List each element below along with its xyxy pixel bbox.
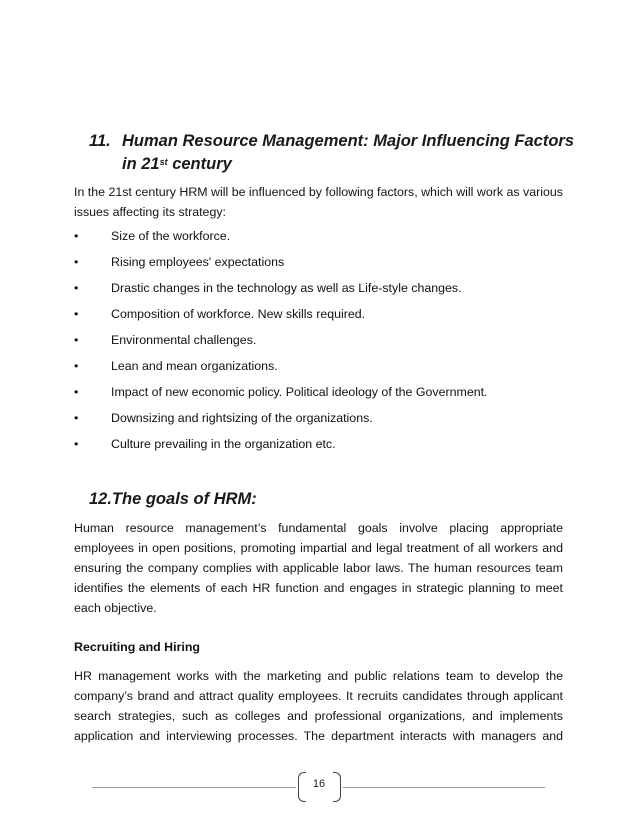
list-item: • Culture prevailing in the organization etc. xyxy=(74,434,563,460)
bullet-icon: • xyxy=(74,229,79,243)
list-item: • Drastic changes in the technology as well as Life-style changes. xyxy=(74,278,563,304)
bullet-icon: • xyxy=(74,385,79,399)
bullet-icon: • xyxy=(74,411,79,425)
bullet-icon: • xyxy=(74,281,79,295)
bullet-icon: • xyxy=(74,437,79,451)
influencing-factors-list xyxy=(74,226,563,460)
section-11-title-line1: Human Resource Management: Major Influencing Factors xyxy=(122,132,574,150)
bullet-icon: • xyxy=(74,359,79,373)
list-item: • Lean and mean organizations. xyxy=(74,356,563,382)
footer-divider-right xyxy=(343,787,545,788)
ordinal-superscript: st xyxy=(159,157,168,167)
section-12-heading: 12.The goals of HRM: xyxy=(89,490,257,508)
section-11-title-line2: in 21st century xyxy=(122,155,232,173)
bullet-icon: • xyxy=(74,333,79,347)
list-item: • Environmental challenges. xyxy=(74,330,563,356)
footer-divider-left xyxy=(92,787,296,788)
right-bracket-icon xyxy=(333,772,341,802)
recruiting-paragraph: HR management works with the marketing and public relations team to develop the company’s brand and attract quality employees. It recruits candidates through applicant search strategies, such as colleges and professional organizations, and implements application and interviewing processes. The department interacts with managers and xyxy=(74,669,563,743)
list-item: • Downsizing and rightsizing of the organizations. xyxy=(74,408,563,434)
bullet-icon: • xyxy=(74,255,79,269)
section-11-number: 11. xyxy=(89,132,111,150)
list-item: • Rising employees' expectations xyxy=(74,252,563,278)
recruiting-heading: Recruiting and Hiring xyxy=(74,640,200,654)
page-number: 16 xyxy=(312,778,326,790)
list-item: • Composition of workforce. New skills required. xyxy=(74,304,563,330)
section-12-paragraph: Human resource management’s fundamental goals involve placing appropriate employees in open positions, promoting impartial and legal treatment of all workers and ensuring the company complies with applicable labor laws. The human resources team identifies the elements of each HR function and engages in strategic planning to meet each objective. xyxy=(74,521,563,615)
bullet-icon: • xyxy=(74,307,79,321)
list-item: • Size of the workforce. xyxy=(74,226,563,252)
list-item: • Impact of new economic policy. Political ideology of the Government. xyxy=(74,382,563,408)
section-11-intro: In the 21st century HRM will be influenced by following factors, which will work as various issues affecting its strategy: xyxy=(74,185,563,219)
